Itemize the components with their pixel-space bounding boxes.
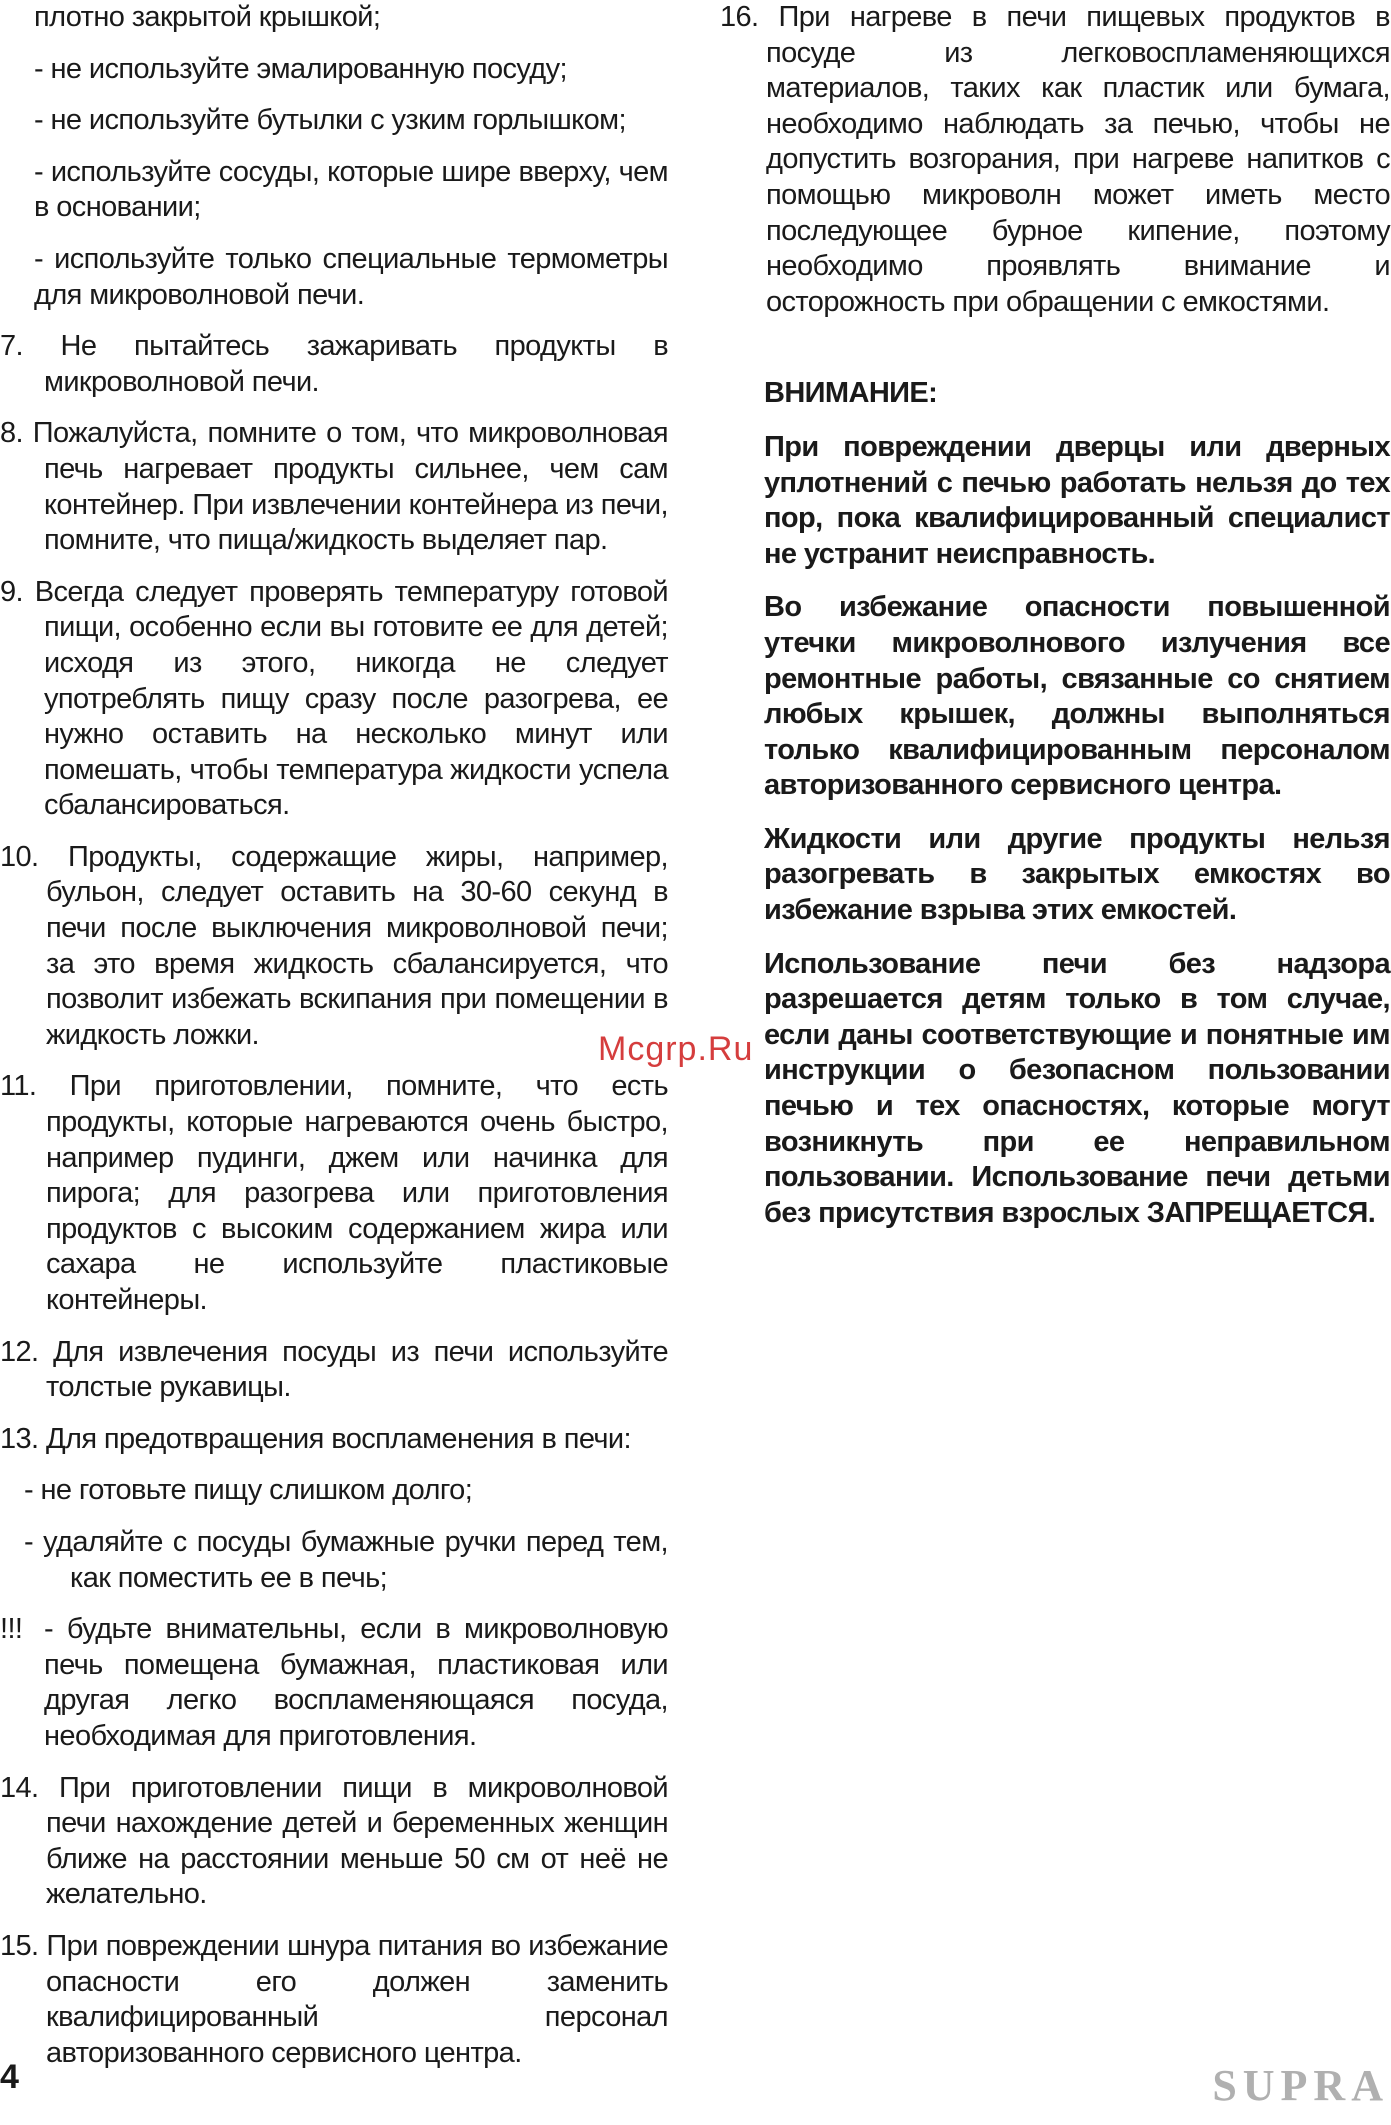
list-item: 8. Пожалуйста, помните о том, что микроволновая печь нагревает продукты сильнее, чем сам контейнер. При извлечении контейнера из печи, помните, что пища/жидкость выделяет пар. bbox=[0, 417, 668, 557]
sub-list-item-warning bbox=[0, 1612, 668, 1754]
attention-title: ВНИМАНИЕ: bbox=[764, 377, 938, 410]
list-item: 7. Не пытайтесь зажаривать продукты в микроволновой печи. bbox=[0, 330, 668, 398]
list-item: 9. Всегда следует проверять температуру готовой пищи, особенно если вы готовите ее для детей; исходя из этого, никогда не следует употреблять пищу сразу после разогрева, ее нужно оставить на несколько минут или помешать, чтобы температура жидкости успела сбалансироваться. bbox=[0, 575, 668, 822]
list-item: 16. При нагреве в печи пищевых продуктов в посуде из легковоспламеняющихся материалов, таких как пластик или бумага, необходимо наблюдать за печью, чтобы не допустить возгорания, при нагреве напитков с помощью микроволн может иметь место последующее бурное кипение, поэтому необходимо проявлять внимание и осторожность при обращении с емкостями. bbox=[720, 1, 1390, 318]
sub-list-item: - удаляйте с посуды бумажные ручки перед тем, как поместить ее в печь; bbox=[24, 1525, 668, 1594]
warning-marker: !!! bbox=[0, 1613, 23, 1646]
watermark: Mcgrp.Ru bbox=[598, 1030, 754, 1068]
list-item: 12. Для извлечения посуды из печи используйте толстые рукавицы. bbox=[0, 1335, 668, 1404]
page-number: 4 bbox=[0, 2058, 19, 2096]
left-column bbox=[0, 0, 668, 2087]
attention-paragraph: Жидкости или другие продукты нельзя разогревать в закрытых емкостях во избежание взрыва этих емкостей. bbox=[764, 822, 1390, 927]
attention-paragraph: Использование печи без надзора разрешается детям только в том случае, если даны соответствующие и понятные им инструкции о безопасном пользовании печью и тех опасностях, которые могут возникнуть при ее неправильном пользовании. Использование печи детьми без присутствия взрослых ЗАПРЕЩАЕТСЯ. bbox=[764, 947, 1390, 1229]
list-item: плотно закрытой крышкой; bbox=[34, 1, 381, 33]
attention-paragraph: При повреждении дверцы или дверных уплотнений с печью работать нельзя до тех пор, пока квалифицированный специалист не устранит неисправность. bbox=[764, 430, 1390, 570]
list-item: 10. Продукты, содержащие жиры, например, бульон, следует оставить на 30-60 секунд в печи после выключения микроволновой печи; за это время жидкость сбалансируется, что позволит избежать вскипания при помещении в жидкость ложки. bbox=[0, 840, 668, 1051]
list-item: 15. При повреждении шнура питания во избежание опасности его должен заменить квалифицированный персонал авторизованного сервисного центра. bbox=[0, 1929, 668, 2069]
list-item: 13. Для предотвращения воспламенения в печи: bbox=[0, 1422, 631, 1455]
attention-block bbox=[720, 376, 1390, 1231]
list-item: - используйте сосуды, которые шире вверху, чем в основании; bbox=[34, 155, 668, 224]
list-item: - не используйте бутылки с узким горлышком; bbox=[34, 104, 626, 137]
warning-text: - будьте внимательны, если в микроволновую печь помещена бумажная, пластиковая или другая легко воспламеняющаяся посуда, необходимая для приготовления. bbox=[44, 1613, 668, 1752]
list-item: 11. При приготовлении, помните, что есть продукты, которые нагреваются очень быстро, например пудинги, джем или начинка для пирога; для разогрева или приготовления продуктов с высоким содержанием жира или сахара не используйте пластиковые контейнеры. bbox=[0, 1070, 668, 1316]
sub-list-item: - не готовьте пищу слишком долго; bbox=[24, 1474, 473, 1507]
list-item: - используйте только специальные термометры для микроволновой печи. bbox=[34, 242, 668, 311]
brand-logo: SUPRA bbox=[1212, 2061, 1389, 2110]
attention-paragraph: Во избежание опасности повышенной утечки микроволнового излучения все ремонтные работы, связанные со снятием любых крышек, должны выполняться только квалифицированным персоналом авторизованного сервисного центра. bbox=[764, 591, 1390, 802]
right-column bbox=[720, 0, 1390, 1249]
list-item: 14. При приготовлении пищи в микроволновой печи нахождение детей и беременных женщин ближе на расстоянии меньше 50 см от неё не желательно. bbox=[0, 1771, 668, 1911]
list-item: - не используйте эмалированную посуду; bbox=[34, 52, 567, 85]
